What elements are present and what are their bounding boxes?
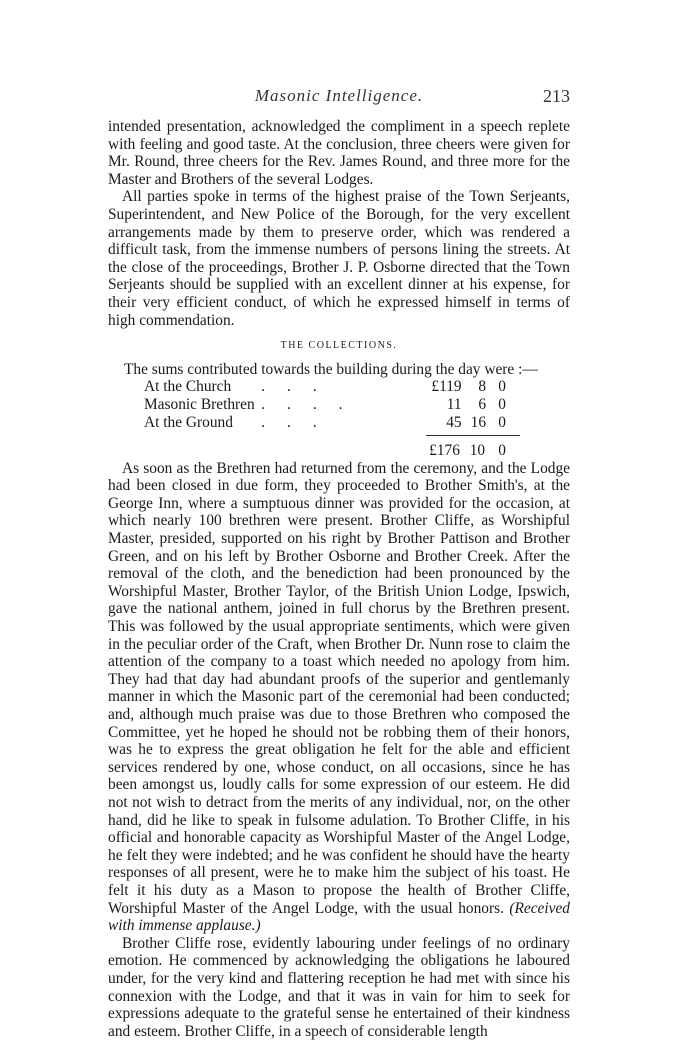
total-pence: 0 <box>498 442 506 460</box>
collection-shillings: 16 <box>470 413 487 431</box>
leader-dots: .... <box>261 395 365 413</box>
total-shillings: 10 <box>469 442 486 460</box>
collection-pounds: 11 <box>446 395 462 413</box>
paragraph-dinner-text: As soon as the Brethren had returned from the ceremony, and the Lodge had been closed in due form, they proceeded to Brother Smith's, at the George Inn, where a sumptuous dinner was provided for the occasion, at which nearly 100 brethren were present. Brother Cliffe, as Worshipful Master, presided, supported on his right by Brother Pattison and Brother Green, and on his left by Brother Osborne and Brother Creek. After the removal of the cloth, and the benediction had been pronounced by the Worshipful Master, Brother Taylor, of the British Union Lodge, Ipswich, gave the national anthem, joined in full chorus by the Brethren present. This was followed by the usual appropriate sentiments, which were given in the peculiar order of the Craft, when Brother Dr. Nunn rose to claim the attention of the company to a toast which needed no apology from him. They had that day had abundant proofs of the superior and gentlemanly manner in which the Masonic part of the ceremonial had been conducted; and, although much praise was due to those Brethren who composed the Committee, yet he hoped he should not be robbing them of their honors, was he to express the great obligation he felt for the able and efficient services rendered by one, whose conduct, on all occasions, since he has been amongst us, loudly calls for some expression of our esteem. He did not not wish to detract from the merits of any individual, nor, on the other hand, did he like to speak in fulsome adulation. To Brother Cliffe, in his official and honorable capacity as Worshipful Master of the Angel Lodge, he felt they were indebted; and he was confident he should have the hearty responses of all present, were he to make him the subject of his toast. He felt it his duty as a Mason to propose the health of Brother Cliffe, Worshipful Master of the Angel Lodge, with the usual honors. <box>108 459 570 917</box>
collection-label: At the Ground <box>144 413 233 431</box>
paragraph-dinner <box>108 460 570 935</box>
running-title: Masonic Intelligence. <box>254 86 424 105</box>
collection-shillings: 8 <box>478 378 487 396</box>
collections-intro: The sums contributed towards the building during the day were :— <box>124 360 538 378</box>
collections-heading: THE COLLECTIONS. <box>280 340 398 352</box>
total-pounds: £176 <box>429 442 460 460</box>
collection-pounds: £119 <box>431 378 462 396</box>
paragraph-police-praise: All parties spoke in terms of the highest praise of the Town Serjeants, Superintendent, and New Police of the Borough, for the very excellent arrangements made by them to preserve order, which was rendered a difficult task, from the immense numbers of persons lining the streets. At the close of the proceedings, Brother J. P. Osborne directed that the Town Serjeants should be supplied with an excellent dinner at his expense, for their very efficient conduct, of which he expressed himself in terms of high commendation. <box>108 188 570 329</box>
collection-pence: 0 <box>498 413 506 431</box>
body-text <box>108 118 570 1040</box>
leader-dots: ... <box>261 413 339 431</box>
paragraph-reply: Brother Cliffe rose, evidently labouring under feelings of no ordinary emotion. He commenced by acknowledging the obligations he laboured under, for the very kind and flattering reception he had met with since his connexion with the Lodge, and that it was in vain for him to seek for expressions adequate to the grateful sense he entertained of their kindness and esteem. Brother Cliffe, in a speech of considerable length <box>108 934 570 1040</box>
collection-total-row <box>144 436 506 460</box>
paragraph-presentation: intended presentation, acknowledged the compliment in a speech replete with feeling and good taste. At the conclusion, three cheers were given for Mr. Round, three cheers for the Rev. James Round, and three more for the Master and Brothers of the several Lodges. <box>108 118 570 188</box>
collection-label: At the Church <box>144 378 232 396</box>
collection-label: Masonic Brethren <box>144 395 255 413</box>
collection-pence: 0 <box>498 395 506 413</box>
collection-row <box>144 414 506 432</box>
collection-pence: 0 <box>498 378 506 396</box>
collections-total-table <box>144 436 506 460</box>
collection-row <box>144 378 506 396</box>
page-header <box>108 86 570 110</box>
collection-row <box>144 396 506 414</box>
leader-dots: ... <box>261 378 339 396</box>
collection-pounds: 45 <box>446 413 462 431</box>
collections-table <box>144 378 506 431</box>
applause-note: (Received with immense applause.) <box>108 899 570 935</box>
page-number: 213 <box>543 86 570 106</box>
collection-shillings: 6 <box>478 395 487 413</box>
